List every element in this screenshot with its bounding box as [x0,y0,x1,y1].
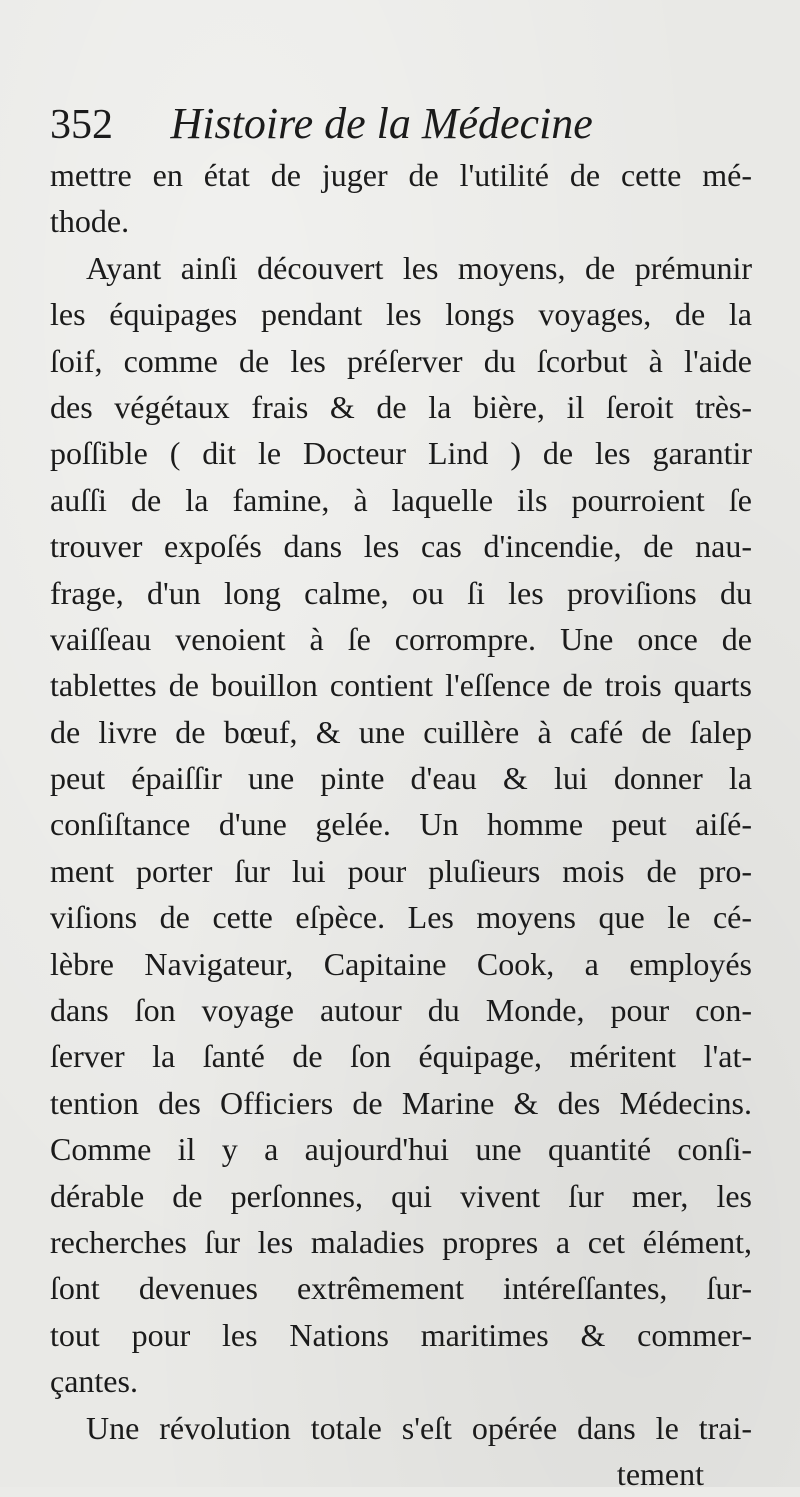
text-line: trouver expoſés dans les cas d'incendie, de nau- [50,528,752,565]
text-line: Comme il y a aujourd'hui une quantité conſi- [50,1131,752,1168]
page-header [50,98,750,150]
text-line: frage, d'un long calme, ou ſi les proviſions du [50,574,752,611]
text-line: tout pour les Nations maritimes & commer- [50,1316,752,1353]
text-line: ſont devenues extrêmement intéreſſantes, ſur- [50,1270,752,1307]
page-number: 352 [50,102,113,148]
text-line: peut épaiſſir une pinte d'eau & lui donner la [50,760,752,797]
text-line: dans ſon voyage autour du Monde, pour con- [50,992,752,1029]
catchword: tement [616,1455,704,1492]
text-line: de livre de bœuf, & une cuillère à café de ſalep [50,713,752,750]
text-line: lèbre Navigateur, Capitaine Cook, a employés [50,945,752,982]
text-line: Une révolution totale s'eſt opérée dans le trai- [86,1409,752,1446]
text-line: thode. [50,203,130,240]
text-line: auſſi de la famine, à laquelle ils pourroient ſe [50,481,752,518]
text-line: vaiſſeau venoient à ſe corrompre. Une once de [50,620,752,657]
text-line: Ayant ainſi découvert les moyens, de prémunir [86,249,752,286]
text-line: çantes. [50,1363,138,1400]
text-line: viſions de cette eſpèce. Les moyens que le cé- [50,899,752,936]
body-text [50,152,752,1497]
text-line: dérable de perſonnes, qui vivent ſur mer, les [50,1177,752,1214]
text-line: recherches ſur les maladies propres a cet élément, [50,1223,752,1260]
text-line: conſiſtance d'une gelée. Un homme peut aiſé- [50,806,752,843]
text-line: ment porter ſur lui pour pluſieurs mois de pro- [50,852,752,889]
text-line: ſerver la ſanté de ſon équipage, méritent l'at- [50,1038,752,1075]
text-line: mettre en état de juger de l'utilité de cette mé- [50,157,752,193]
running-title: Histoire de la Médecine [170,99,593,148]
text-line: poſſible ( dit le Docteur Lind ) de les garantir [50,435,752,472]
text-line: tention des Officiers de Marine & des Médecins. [50,1084,752,1121]
text-line: ſoif, comme de les préſerver du ſcorbut à l'aide [50,342,752,379]
text-line: tablettes de bouillon contient l'eſſence de trois quarts [50,667,752,704]
text-line: des végétaux frais & de la bière, il ſeroit très- [50,388,752,425]
text-line: les équipages pendant les longs voyages, de la [50,296,752,333]
